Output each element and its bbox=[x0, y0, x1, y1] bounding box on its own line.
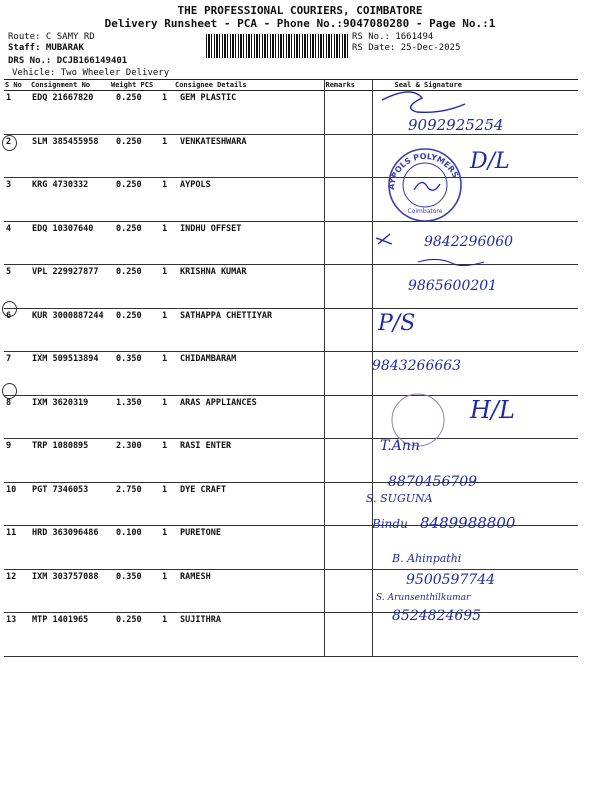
row-weight: 0.250 bbox=[110, 134, 162, 178]
handwritten-signature: T.Ann bbox=[380, 438, 420, 454]
row-remarks bbox=[324, 91, 372, 135]
row-weight: 0.250 bbox=[110, 308, 162, 352]
row-weight: 1.350 bbox=[110, 395, 162, 439]
row-weight: 0.100 bbox=[110, 526, 162, 570]
row-consignee: RAMESH bbox=[174, 569, 324, 613]
row-consignee: CHIDAMBARAM bbox=[174, 352, 324, 396]
row-consignee: KRISHNA KUMAR bbox=[174, 265, 324, 309]
row-seal bbox=[372, 439, 578, 483]
row-consignment: VPL 229927877 bbox=[30, 265, 110, 309]
staff-label: Staff: MUBARAK bbox=[8, 43, 84, 53]
handwritten-remark: H/L bbox=[470, 396, 515, 424]
row-pcs: 1 bbox=[162, 439, 174, 483]
handwritten-phone: 9865600201 bbox=[408, 278, 498, 294]
table-row bbox=[4, 308, 578, 352]
row-pcs: 1 bbox=[162, 352, 174, 396]
handwritten-phone: 8870456709 bbox=[388, 474, 478, 490]
row-pcs: 1 bbox=[162, 265, 174, 309]
handwritten-phone: 8489988800 bbox=[420, 514, 516, 532]
handwritten-phone: 8524824695 bbox=[392, 608, 482, 624]
row-consignee: PURETONE bbox=[174, 526, 324, 570]
table-row bbox=[4, 439, 578, 483]
rs-number: RS No.: 1661494 bbox=[352, 32, 434, 42]
row-remarks bbox=[324, 395, 372, 439]
company-title: THE PROFESSIONAL COURIERS, COIMBATORE bbox=[177, 4, 423, 17]
row-consignment: PGT 7346053 bbox=[30, 482, 110, 526]
row-consignment: EDQ 10307640 bbox=[30, 221, 110, 265]
row-sno: 13 bbox=[4, 613, 30, 657]
handwritten-name: Bindu bbox=[372, 517, 408, 531]
row-consignee: AYPOLS bbox=[174, 178, 324, 222]
rs-date: RS Date: 25-Dec-2025 bbox=[352, 43, 461, 53]
table-row bbox=[4, 134, 578, 178]
table-row bbox=[4, 91, 578, 135]
table-row bbox=[4, 569, 578, 613]
row-remarks bbox=[324, 613, 372, 657]
row-consignee: INDHU OFFSET bbox=[174, 221, 324, 265]
row-seal bbox=[372, 134, 578, 178]
row-pcs: 1 bbox=[162, 395, 174, 439]
row-remarks bbox=[324, 439, 372, 483]
row-pcs: 1 bbox=[162, 91, 174, 135]
row-seal bbox=[372, 265, 578, 309]
table-row bbox=[4, 482, 578, 526]
runsheet-table bbox=[4, 79, 578, 657]
drs-number: DRS No.: DCJB166149401 bbox=[8, 56, 128, 66]
row-sno: 4 bbox=[4, 221, 30, 265]
handwritten-phone: 9842296060 bbox=[424, 234, 514, 250]
row-consignee: ARAS APPLIANCES bbox=[174, 395, 324, 439]
row-weight: 2.300 bbox=[110, 439, 162, 483]
handwritten-phone: 9500597744 bbox=[406, 572, 496, 588]
col-consignee: Consignee Details bbox=[174, 80, 324, 91]
row-seal bbox=[372, 221, 578, 265]
row-pcs: 1 bbox=[162, 221, 174, 265]
row-remarks bbox=[324, 526, 372, 570]
row-pcs: 1 bbox=[162, 569, 174, 613]
row-sno: 8 bbox=[4, 395, 30, 439]
barcode bbox=[206, 34, 348, 58]
row-consignee: GEM PLASTIC bbox=[174, 91, 324, 135]
row-consignment: KUR 3000887244 bbox=[30, 308, 110, 352]
row-consignment: SLM 385455958 bbox=[30, 134, 110, 178]
row-consignee: SUJITHRA bbox=[174, 613, 324, 657]
col-weight: Weight PCS bbox=[110, 80, 162, 91]
row-seal bbox=[372, 613, 578, 657]
row-weight: 0.350 bbox=[110, 569, 162, 613]
row-sno: 2 bbox=[4, 134, 30, 178]
col-sno: S No bbox=[4, 80, 30, 91]
row-seal bbox=[372, 352, 578, 396]
row-seal bbox=[372, 482, 578, 526]
row-consignee: SATHAPPA CHETTIYAR bbox=[174, 308, 324, 352]
handwritten-remark: P/S bbox=[378, 311, 416, 336]
row-weight: 0.250 bbox=[110, 178, 162, 222]
row-sno: 1 bbox=[4, 91, 30, 135]
row-seal bbox=[372, 308, 578, 352]
runsheet-subtitle: Delivery Runsheet - PCA - Phone No.:9047080280 - Page No.:1 bbox=[104, 17, 496, 30]
table-row bbox=[4, 221, 578, 265]
handwritten-circle bbox=[2, 135, 17, 151]
row-consignment: KRG 4730332 bbox=[30, 178, 110, 222]
table-row bbox=[4, 613, 578, 657]
handwritten-remark: D/L bbox=[470, 149, 510, 174]
stamp-city: Coimbatore bbox=[407, 208, 443, 215]
row-pcs: 1 bbox=[162, 613, 174, 657]
table-row bbox=[4, 526, 578, 570]
row-remarks bbox=[324, 482, 372, 526]
stamp-text: AYPOLS POLYMERS bbox=[386, 151, 461, 191]
route-label: Route: C SAMY RD bbox=[8, 32, 95, 42]
row-sno: 3 bbox=[4, 178, 30, 222]
row-pcs: 1 bbox=[162, 308, 174, 352]
row-sno: 10 bbox=[4, 482, 30, 526]
handwritten-name: S. SUGUNA bbox=[366, 492, 433, 505]
table-row bbox=[4, 265, 578, 309]
row-remarks bbox=[324, 352, 372, 396]
handwritten-name: S. Arunsenthilkumar bbox=[376, 593, 471, 603]
row-remarks bbox=[324, 569, 372, 613]
row-consignee: DYE CRAFT bbox=[174, 482, 324, 526]
table-header bbox=[4, 80, 578, 91]
row-remarks bbox=[324, 221, 372, 265]
row-consignment: TRP 1080895 bbox=[30, 439, 110, 483]
col-seal: Seal & Signature bbox=[372, 80, 578, 91]
row-sno: 7 bbox=[4, 352, 30, 396]
handwritten-name: B. Ahinpathi bbox=[392, 552, 462, 565]
vehicle-label: Vehicle: Two Wheeler Delivery bbox=[12, 68, 170, 78]
row-consignment: MTP 1401965 bbox=[30, 613, 110, 657]
row-weight: 0.250 bbox=[110, 221, 162, 265]
row-weight: 2.750 bbox=[110, 482, 162, 526]
row-remarks bbox=[324, 308, 372, 352]
row-pcs: 1 bbox=[162, 134, 174, 178]
table-row bbox=[4, 352, 578, 396]
row-consignee: RASI ENTER bbox=[174, 439, 324, 483]
handwritten-phone: 9843266663 bbox=[372, 358, 462, 374]
row-pcs: 1 bbox=[162, 526, 174, 570]
row-weight: 0.250 bbox=[110, 265, 162, 309]
row-consignment: HRD 363096486 bbox=[30, 526, 110, 570]
row-weight: 0.350 bbox=[110, 352, 162, 396]
row-consignment: EDQ 21667820 bbox=[30, 91, 110, 135]
col-remarks: Remarks bbox=[324, 80, 372, 91]
row-weight: 0.250 bbox=[110, 91, 162, 135]
handwritten-circle bbox=[2, 301, 17, 317]
row-sno: 12 bbox=[4, 569, 30, 613]
row-sno: 6 bbox=[4, 308, 30, 352]
row-seal bbox=[372, 91, 578, 135]
row-seal bbox=[372, 569, 578, 613]
row-seal bbox=[372, 178, 578, 222]
row-remarks bbox=[324, 134, 372, 178]
row-remarks bbox=[324, 178, 372, 222]
table-row bbox=[4, 178, 578, 222]
row-seal bbox=[372, 395, 578, 439]
row-consignment: IXM 509513894 bbox=[30, 352, 110, 396]
row-consignee: VENKATESHWARA bbox=[174, 134, 324, 178]
row-consignment: IXM 303757088 bbox=[30, 569, 110, 613]
row-seal bbox=[372, 526, 578, 570]
row-pcs: 1 bbox=[162, 178, 174, 222]
row-sno: 5 bbox=[4, 265, 30, 309]
handwritten-circle bbox=[2, 383, 17, 399]
handwritten-phone: 9092925254 bbox=[408, 116, 504, 134]
table-row bbox=[4, 395, 578, 439]
row-consignment: IXM 3620319 bbox=[30, 395, 110, 439]
row-sno: 11 bbox=[4, 526, 30, 570]
col-consignment: Consignment No bbox=[30, 80, 110, 91]
row-remarks bbox=[324, 265, 372, 309]
row-weight: 0.250 bbox=[110, 613, 162, 657]
row-sno: 9 bbox=[4, 439, 30, 483]
row-pcs: 1 bbox=[162, 482, 174, 526]
